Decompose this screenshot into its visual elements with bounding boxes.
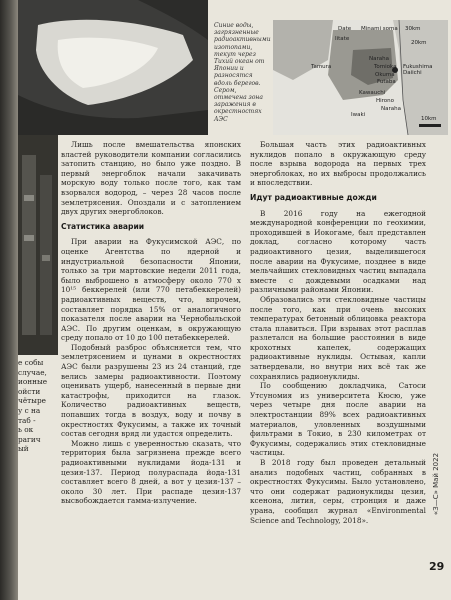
left-paragraph-2: Подобный разброс объясняется тем, что землетрясением и цунами в окрестностях АЭС были разрушены 23 из 24 станций, где велись замеры радиоактивности. Поэтому оценивать ущерб, нанесенный в первые дни катастрофы, приходится на глазок. Количество радиоактивных веществ, попавших тогда в воздух, воду и почву в окрестностях Фукусимы, а также их точный состав сегодня вряд ли удастся определить. — [61, 342, 241, 439]
map-label-tomioka: Tomioka — [374, 64, 397, 70]
footer-magazine-vertical — [432, 439, 440, 529]
fragment-line: чётыре — [18, 396, 46, 406]
map-label-tamura: Tamura — [311, 64, 332, 70]
fragment-line: ый — [18, 444, 29, 454]
map-caption: Синие воды, загрязненные радиоактивными изотопами, текут через Тихий океан от Японии и разносятся вдоль берегов. Сером, отмечена зона заражения в окрестностях АЭС — [214, 22, 271, 123]
satellite-photo — [18, 0, 208, 135]
right-intro-paragraph: Большая часть этих радиоактивных нуклидов попало в окружающую среду после взрыва водорода на первых трех энергоблоках, но их выбросы продолжались и впоследствии. — [250, 140, 426, 188]
fragment-line: ионные — [18, 377, 48, 387]
map-label-30km: 30km — [405, 26, 421, 32]
map-label-futaba: Futaba — [377, 79, 396, 85]
right-paragraph-1: В 2016 году на ежегодной международной конференции по геохимии, проходившей в Иокогаме, был представлен доклад, согласно которому часть радиоактивного цезия, выделившегося после аварии на Фукусиме, позднее в виде мельчайших стекловидных частиц выпадала вместе с дождевыми осадками над различными районами Японии. — [250, 208, 426, 295]
satellite-photo-graphic — [18, 0, 208, 135]
fragment-line: ь ок — [18, 425, 34, 435]
map-label-naraha-top: Naraha — [369, 56, 389, 62]
map-label-hirono: Hirono — [376, 98, 395, 104]
map-label-kawauchi: Kawauchi — [359, 90, 386, 96]
map-label-iwaki: Iwaki — [351, 112, 366, 118]
fragment-line: таб - — [18, 415, 36, 425]
fragment-line: у с на — [18, 405, 41, 415]
page-binding-shadow — [0, 0, 18, 600]
fragment-line: случае, — [18, 367, 47, 377]
left-text-fragments — [18, 358, 54, 454]
footer-year: 2022 — [432, 452, 440, 471]
map-label-iitate: Iitate — [335, 36, 350, 42]
right-paragraph-4: В 2018 году был проведен детальный анализ подобных частиц, собранных в окрестностях Фукусимы. Было установлено, что они содержат радионуклиды цезия, ксенона, лития, серы, стронция и даже урана, сообщил журнал «Environmental Science and Technology, 2018». — [250, 458, 426, 525]
magazine-page — [18, 0, 451, 600]
radiation-map — [273, 20, 448, 135]
left-paragraph-3: Можно лишь с уверенностью сказать, что территория была загрязнена прежде всего радиоактивными нуклидами йода-131 и цезия-137. Период полураспада йода-131 составляет всего 8 дней, а вот у цезия-137 – около 30 лет. При распаде цезия-137 высвобождается гамма-излучение. — [61, 438, 241, 506]
section-heading-rain: Идут радиоактивные дожди — [250, 192, 377, 202]
right-paragraph-3: По сообщению докладчика, Сатоси Утсуномия из университета Кюсю, уже через четыре дня после аварии на электростанции 89% всех радиоактивных материалов, уловленных воздушными фильтрами в Токио, в 230 километрах от Фукусимы, содержались этих стекловидные частицы. — [250, 381, 426, 458]
fragment-line: рагич — [18, 434, 41, 444]
map-label-fukushima-daiichi: Fukushima Daiichi — [403, 64, 433, 76]
plant-photo — [18, 135, 58, 355]
right-paragraph-2: Образовались эти стекловидные частицы после того, как при очень высоких температурах бетонный облицовка реактора стала плавиться. При взрывах этот расплав разлетался на большие расстояния в виде крохотных капелек, содержащих радиоактивные нуклиды. Остывая, капли затвердевали, но внутри них всё так же сохранялись радионуклиды. — [250, 294, 426, 381]
left-intro-paragraph: Лишь после вмешательства японских властей руководители компании согласились затопить станцию, но было уже поздно. В первый энергоблок начали закачивать морскую воду только после того, как там взорвался водород, – через 28 часов после землетрясения. Опоздали и с затоплением двух других энергоблоков. — [61, 140, 241, 217]
map-label-okuma: Okuma — [375, 72, 395, 78]
plant-photo-graphic — [18, 135, 58, 355]
map-label-scale: 10km — [421, 116, 437, 122]
map-label-naraha-bottom: Naraha — [381, 106, 401, 112]
article-left-column — [61, 140, 241, 506]
article-right-column — [250, 140, 426, 525]
footer-magazine: «З—С» Май — [432, 473, 440, 516]
fragment-line: е собы — [18, 358, 44, 367]
fragment-line: ойсти — [18, 386, 41, 396]
page-footer — [429, 420, 445, 595]
map-label-date: Date — [338, 26, 352, 32]
section-heading-statistics: Статистика аварии — [61, 221, 145, 231]
map-label-minamisoma: Minami soma — [361, 26, 398, 32]
page-number: 29 — [429, 560, 445, 573]
map-label-20km: 20km — [411, 40, 427, 46]
left-paragraph-1: При аварии на Фукусимской АЭС, по оценке Агентства по ядерной и индустриальной безопасности Японии, только за три мартовские недели 2011 года, было выброшено в атмосферу около 770 х 10¹⁵ беккерелей (или 770 петабеккерелей) радиоактивных веществ, что, впрочем, составляет порядка 15% от аналогичного показателя после аварии на Чернобыльской АЭС. По другим оценкам, в окружающую среду попало от 10 до 100 петабеккерелей. — [61, 237, 241, 343]
